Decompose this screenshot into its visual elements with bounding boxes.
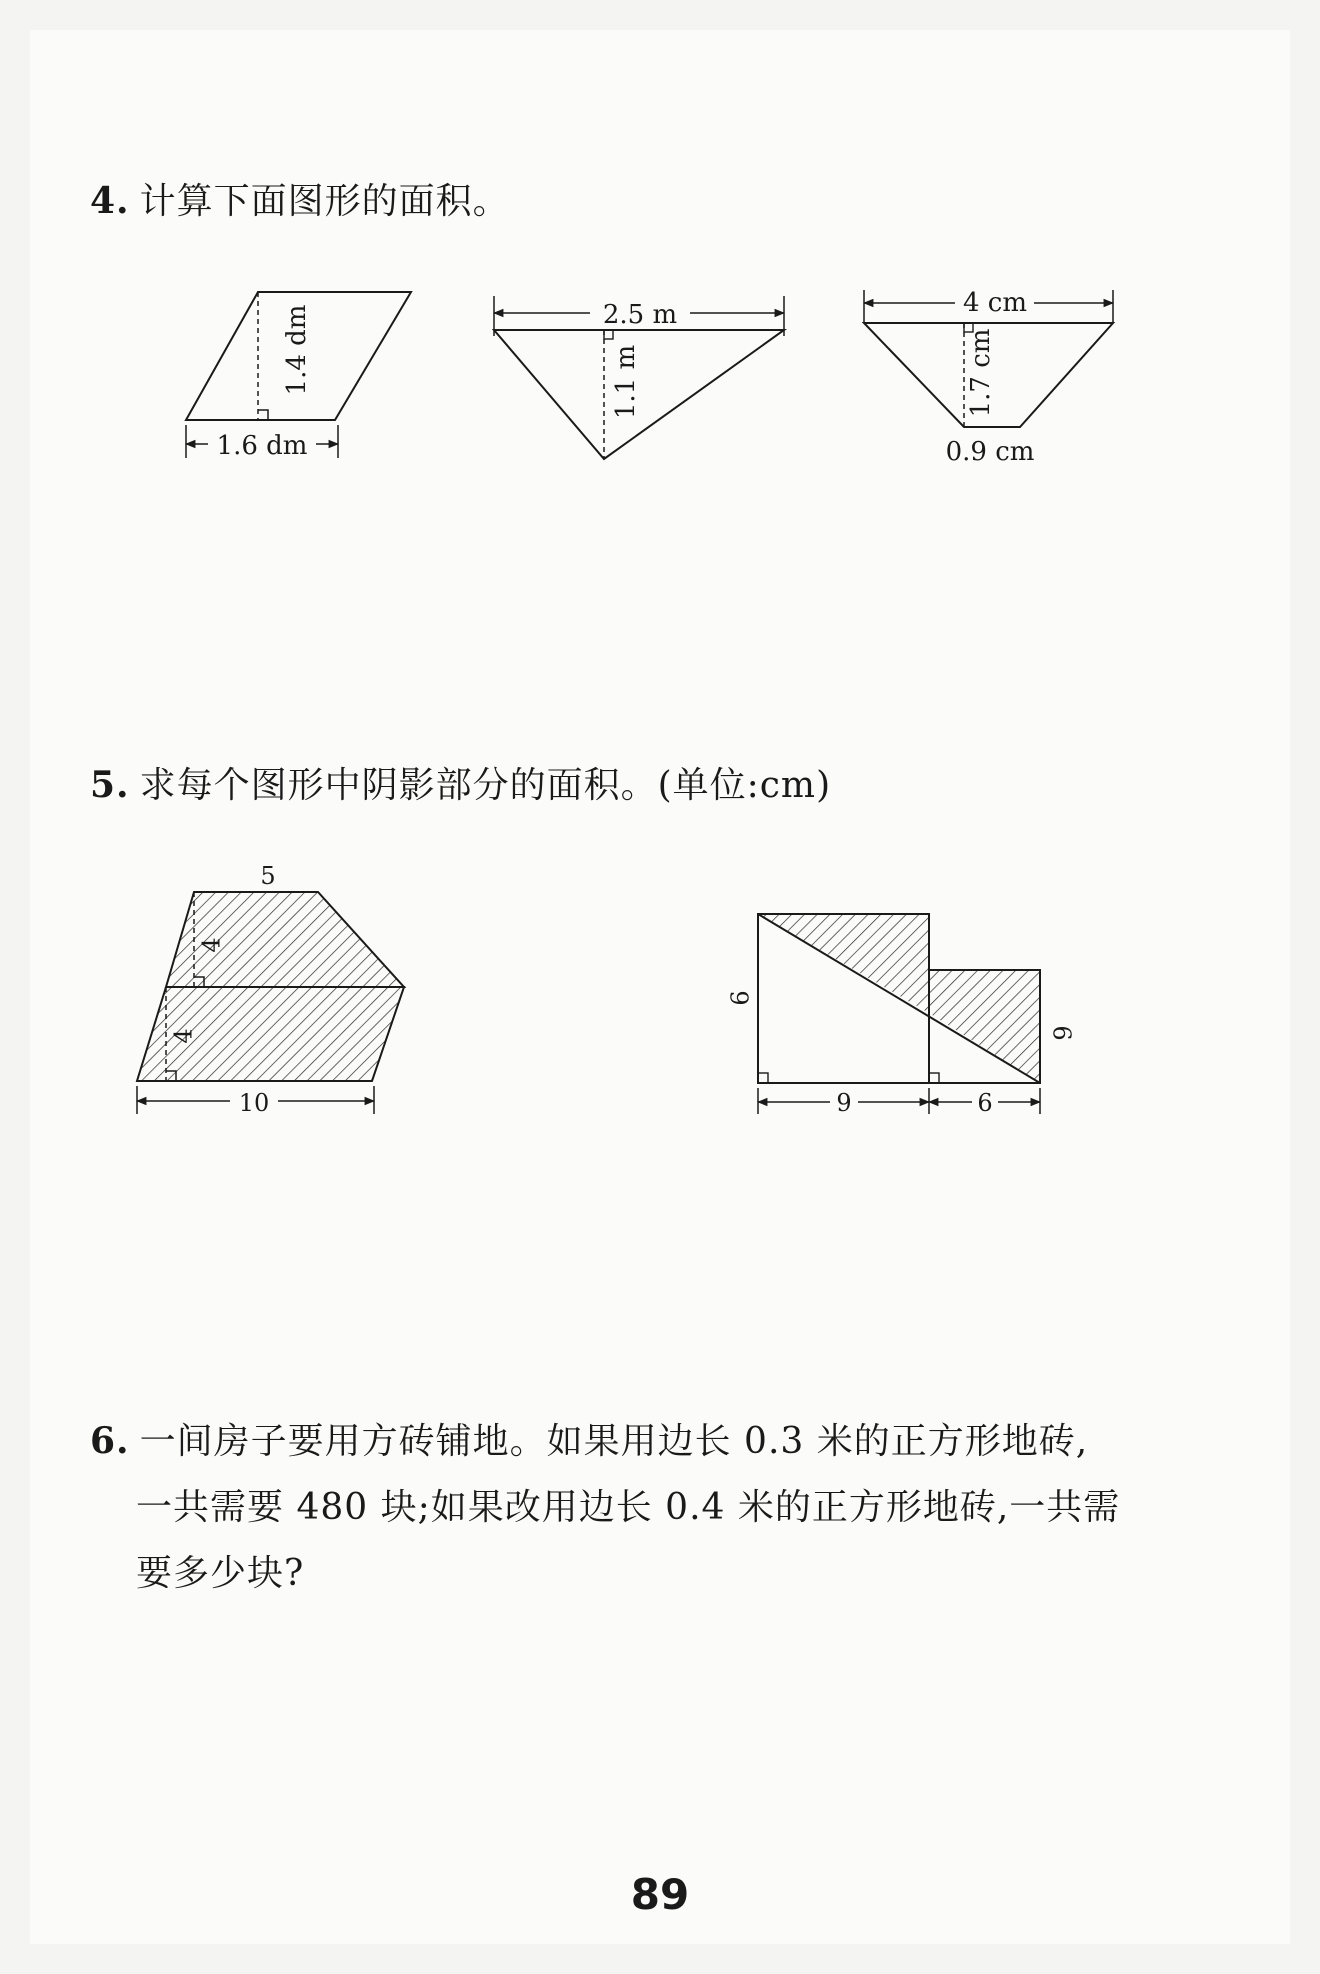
- question-6-number: 6.: [90, 1420, 130, 1462]
- question-6-line-1: 一间房子要用方砖铺地。如果用边长 0.3 米的正方形地砖,: [139, 1421, 1089, 1462]
- composite-top-label: 5: [260, 862, 276, 890]
- question-4-number: 4.: [90, 180, 130, 222]
- question-6-line-2: 一共需要 480 块;如果改用边长 0.4 米的正方形地砖,一共需: [136, 1487, 1121, 1528]
- composite-lower-height-label: 4: [169, 1028, 198, 1044]
- two-squares-figure: [725, 914, 1076, 1117]
- trapezoid-figure: [864, 288, 1113, 467]
- composite-upper-height-label: 4: [197, 937, 226, 953]
- triangle-height-label: 1.1 m: [611, 344, 641, 420]
- question-6: [90, 1408, 1210, 1607]
- composite-base-label: 10: [238, 1089, 270, 1117]
- parallelogram-figure: [186, 292, 411, 461]
- shaded-composite-figure: [137, 862, 404, 1117]
- question-4-text: 计算下面图形的面积。: [139, 181, 510, 222]
- parallelogram-height-label: 1.4 dm: [282, 304, 312, 396]
- question-5-number: 5.: [90, 764, 130, 806]
- right-square-width-label: 6: [977, 1089, 993, 1117]
- left-square-height-label: 9: [724, 990, 753, 1006]
- right-square-height-label: 6: [1047, 1025, 1076, 1041]
- question-5-text: 求每个图形中阴影部分的面积。(单位:cm): [139, 765, 832, 806]
- parallelogram-base-label: 1.6 dm: [216, 431, 308, 461]
- page-number: 89: [630, 1870, 690, 1919]
- triangle-base-label: 2.5 m: [602, 300, 678, 330]
- trapezoid-bottom-label: 0.9 cm: [945, 437, 1035, 467]
- trapezoid-top-label: 4 cm: [962, 288, 1028, 318]
- question-6-line-3: 要多少块?: [136, 1553, 305, 1594]
- left-square-width-label: 9: [836, 1089, 852, 1117]
- trapezoid-height-label: 1.7 cm: [966, 328, 996, 418]
- triangle-figure: [494, 296, 784, 459]
